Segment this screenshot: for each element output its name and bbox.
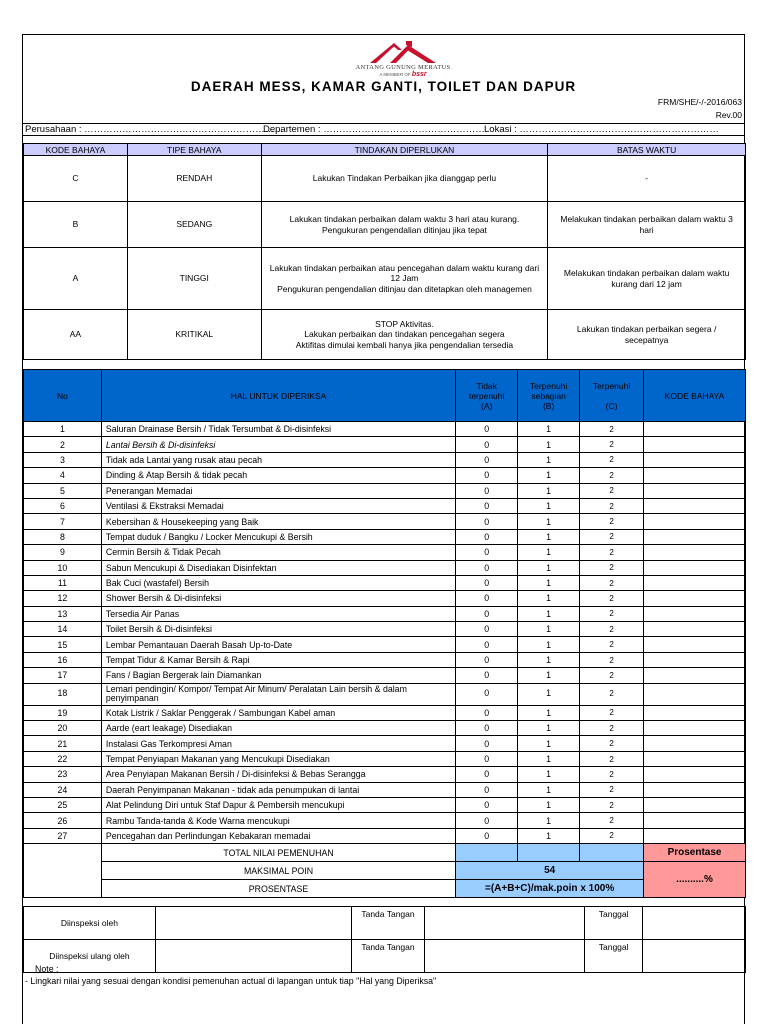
signature-box-1[interactable] bbox=[425, 907, 585, 940]
score-a[interactable]: 0 bbox=[456, 437, 518, 452]
score-b[interactable]: 1 bbox=[518, 422, 580, 437]
hazard-type: RENDAH bbox=[127, 156, 261, 202]
score-a[interactable]: 0 bbox=[456, 622, 518, 637]
hazard-type: KRITIKAL bbox=[127, 310, 261, 360]
score-a[interactable]: 0 bbox=[456, 498, 518, 513]
kode-bahaya-cell[interactable] bbox=[644, 498, 746, 513]
table-row bbox=[24, 813, 746, 828]
item-no: 24 bbox=[24, 782, 102, 797]
score-b[interactable]: 1 bbox=[518, 751, 580, 766]
table-row bbox=[24, 575, 746, 590]
company-logo bbox=[353, 39, 453, 79]
item-text: Lembar Pemantauan Daerah Basah Up-to-Date bbox=[101, 637, 455, 652]
date-box-1[interactable] bbox=[643, 907, 746, 940]
item-text: Tempat Penyiapan Makanan yang Mencukupi Disediakan bbox=[101, 751, 455, 766]
score-b[interactable]: 1 bbox=[518, 560, 580, 575]
score-a[interactable]: 0 bbox=[456, 560, 518, 575]
hazard-type: TINGGI bbox=[127, 248, 261, 310]
score-a[interactable]: 0 bbox=[456, 668, 518, 683]
hazard-deadline: Melakukan tindakan perbaikan dalam waktu kurang dari 12 jam bbox=[548, 248, 746, 310]
score-c[interactable]: 2 bbox=[580, 637, 644, 652]
table-row bbox=[24, 721, 746, 736]
hazard-code: A bbox=[24, 248, 128, 310]
sign-label-2: Tanda Tangan bbox=[351, 940, 425, 973]
item-text: Lemari pendingin/ Kompor/ Tempat Air Minum/ Peralatan Lain bersih & dalam penyimpanan bbox=[101, 683, 455, 705]
table-row bbox=[24, 529, 746, 544]
score-c[interactable]: 2 bbox=[580, 705, 644, 720]
table-row bbox=[24, 468, 746, 483]
item-text: Saluran Drainase Bersih / Tidak Tersumbat & Di-disinfeksi bbox=[101, 422, 455, 437]
kode-bahaya-cell[interactable] bbox=[644, 797, 746, 812]
item-text: Kotak Listrik / Saklar Penggerak / Sambungan Kabel aman bbox=[101, 705, 455, 720]
kode-bahaya-cell[interactable] bbox=[644, 514, 746, 529]
item-no: 19 bbox=[24, 705, 102, 720]
item-no: 13 bbox=[24, 606, 102, 621]
score-a[interactable]: 0 bbox=[456, 813, 518, 828]
revision-text: Rev.00 bbox=[715, 110, 742, 120]
doc-number bbox=[658, 96, 742, 122]
kode-bahaya-cell[interactable] bbox=[644, 683, 746, 705]
sign-label-1: Tanda Tangan bbox=[351, 907, 425, 940]
score-c[interactable]: 2 bbox=[580, 813, 644, 828]
score-b[interactable]: 1 bbox=[518, 767, 580, 782]
hazard-code: B bbox=[24, 202, 128, 248]
kode-bahaya-cell[interactable] bbox=[644, 668, 746, 683]
departemen-field[interactable]: Departemen : …………………………………………… bbox=[263, 124, 485, 135]
score-c[interactable]: 2 bbox=[580, 575, 644, 590]
item-no: 5 bbox=[24, 483, 102, 498]
reinspected-by-label: Diinspeksi ulang oleh bbox=[24, 940, 156, 973]
score-c[interactable]: 2 bbox=[580, 483, 644, 498]
item-no: 20 bbox=[24, 721, 102, 736]
lokasi-field[interactable]: Lokasi : ……………………………………………………… bbox=[484, 124, 719, 135]
score-a[interactable]: 0 bbox=[456, 468, 518, 483]
score-a[interactable]: 0 bbox=[456, 591, 518, 606]
score-b[interactable]: 1 bbox=[518, 736, 580, 751]
score-a[interactable]: 0 bbox=[456, 575, 518, 590]
item-text: Cermin Bersih & Tidak Pecah bbox=[101, 545, 455, 560]
hazard-action: Lakukan tindakan perbaikan atau pencegahan dalam waktu kurang dari 12 Jam Pengukuran pengendalian ditinjau dan ditetapkan oleh managemen bbox=[261, 248, 548, 310]
item-no: 15 bbox=[24, 637, 102, 652]
kode-bahaya-cell[interactable] bbox=[644, 437, 746, 452]
kode-bahaya-cell[interactable] bbox=[644, 813, 746, 828]
score-b[interactable]: 1 bbox=[518, 437, 580, 452]
item-no: 6 bbox=[24, 498, 102, 513]
item-text: Penerangan Memadai bbox=[101, 483, 455, 498]
hazard-header-2: TINDAKAN DIPERLUKAN bbox=[261, 144, 548, 156]
total-c[interactable] bbox=[580, 844, 644, 862]
table-row bbox=[24, 498, 746, 513]
header-kode: KODE BAHAYA bbox=[644, 370, 746, 422]
item-no: 27 bbox=[24, 828, 102, 843]
item-text: Tempat Tidur & Kamar Bersih & Rapi bbox=[101, 652, 455, 667]
table-row bbox=[24, 514, 746, 529]
roof-logo-icon bbox=[368, 39, 438, 65]
note-line-1: - Lingkari nilai yang sesuai dengan kondisi pemenuhan actual di lapangan untuk tiap "Hal yang Diperiksa" bbox=[25, 976, 437, 986]
score-c[interactable]: 2 bbox=[580, 782, 644, 797]
item-no: 14 bbox=[24, 622, 102, 637]
score-c[interactable]: 2 bbox=[580, 652, 644, 667]
kode-bahaya-cell[interactable] bbox=[644, 736, 746, 751]
score-c[interactable]: 2 bbox=[580, 514, 644, 529]
item-text: Dinding & Atap Bersih & tidak pecah bbox=[101, 468, 455, 483]
kode-bahaya-cell[interactable] bbox=[644, 545, 746, 560]
item-text: Aarde (eart leakage) Disediakan bbox=[101, 721, 455, 736]
kode-bahaya-cell[interactable] bbox=[644, 622, 746, 637]
score-b[interactable]: 1 bbox=[518, 483, 580, 498]
header-item: HAL UNTUK DIPERIKSA bbox=[101, 370, 455, 422]
score-c[interactable]: 2 bbox=[580, 622, 644, 637]
item-no: 17 bbox=[24, 668, 102, 683]
score-c[interactable]: 2 bbox=[580, 736, 644, 751]
score-b[interactable]: 1 bbox=[518, 705, 580, 720]
hazard-header-3: BATAS WAKTU bbox=[548, 144, 746, 156]
score-a[interactable]: 0 bbox=[456, 652, 518, 667]
kode-bahaya-cell[interactable] bbox=[644, 575, 746, 590]
hazard-code: AA bbox=[24, 310, 128, 360]
table-row bbox=[24, 782, 746, 797]
item-text: Pencegahan dan Perlindungan Kebakaran memadai bbox=[101, 828, 455, 843]
score-c[interactable]: 2 bbox=[580, 468, 644, 483]
score-b[interactable]: 1 bbox=[518, 575, 580, 590]
score-a[interactable]: 0 bbox=[456, 452, 518, 467]
score-c[interactable]: 2 bbox=[580, 683, 644, 705]
hazard-code-table bbox=[23, 143, 746, 360]
table-row bbox=[24, 797, 746, 812]
score-b[interactable]: 1 bbox=[518, 622, 580, 637]
table-row bbox=[24, 637, 746, 652]
note-section bbox=[23, 963, 744, 987]
table-row bbox=[24, 736, 746, 751]
item-text: Shower Bersih & Di-disinfeksi bbox=[101, 591, 455, 606]
pct-formula: =(A+B+C)/mak.poin x 100% bbox=[456, 880, 644, 898]
score-c[interactable]: 2 bbox=[580, 452, 644, 467]
table-row bbox=[24, 652, 746, 667]
item-no: 4 bbox=[24, 468, 102, 483]
score-b[interactable]: 1 bbox=[518, 468, 580, 483]
score-c[interactable]: 2 bbox=[580, 668, 644, 683]
item-no: 26 bbox=[24, 813, 102, 828]
score-c[interactable]: 2 bbox=[580, 828, 644, 843]
item-no: 7 bbox=[24, 514, 102, 529]
item-text: Rambu Tanda-tanda & Kode Warna mencukupi bbox=[101, 813, 455, 828]
score-c[interactable]: 2 bbox=[580, 751, 644, 766]
header-a: Tidak terpenuhi (A) bbox=[456, 370, 518, 422]
kode-bahaya-cell[interactable] bbox=[644, 606, 746, 621]
hazard-row bbox=[24, 156, 746, 202]
kode-bahaya-cell[interactable] bbox=[644, 529, 746, 544]
score-c[interactable]: 2 bbox=[580, 767, 644, 782]
prosentase-header: Prosentase bbox=[644, 844, 746, 862]
kode-bahaya-cell[interactable] bbox=[644, 560, 746, 575]
item-text: Fans / Bagian Bergerak lain Diamankan bbox=[101, 668, 455, 683]
hazard-row bbox=[24, 310, 746, 360]
score-c[interactable]: 2 bbox=[580, 529, 644, 544]
item-text: Sabun Mencukupi & Disediakan Disinfektan bbox=[101, 560, 455, 575]
max-label: MAKSIMAL POIN bbox=[101, 862, 455, 880]
hazard-row bbox=[24, 248, 746, 310]
perusahaan-field[interactable]: Perusahaan : ……………………………………………………… bbox=[25, 124, 284, 135]
hazard-deadline: Lakukan tindakan perbaikan segera / secepatnya bbox=[548, 310, 746, 360]
inspected-by-name[interactable] bbox=[155, 907, 351, 940]
item-text: Toilet Bersih & Di-disinfeksi bbox=[101, 622, 455, 637]
item-no: 2 bbox=[24, 437, 102, 452]
total-a[interactable] bbox=[456, 844, 518, 862]
page-title: DAERAH MESS, KAMAR GANTI, TOILET DAN DAPUR bbox=[190, 79, 577, 94]
score-c[interactable]: 2 bbox=[580, 545, 644, 560]
max-value: 54 bbox=[456, 862, 644, 880]
table-row bbox=[24, 591, 746, 606]
table-row bbox=[24, 422, 746, 437]
score-b[interactable]: 1 bbox=[518, 591, 580, 606]
inspected-by-label: Diinspeksi oleh bbox=[24, 907, 156, 940]
table-row bbox=[24, 767, 746, 782]
score-b[interactable]: 1 bbox=[518, 813, 580, 828]
score-b[interactable]: 1 bbox=[518, 721, 580, 736]
item-no: 23 bbox=[24, 767, 102, 782]
header-b: Terpenuhi sebagian (B) bbox=[518, 370, 580, 422]
kode-bahaya-cell[interactable] bbox=[644, 452, 746, 467]
score-a[interactable]: 0 bbox=[456, 751, 518, 766]
score-b[interactable]: 1 bbox=[518, 452, 580, 467]
score-a[interactable]: 0 bbox=[456, 422, 518, 437]
item-no: 18 bbox=[24, 683, 102, 705]
logo-company-name: ANTANG GUNUNG MERATUS bbox=[355, 64, 451, 71]
prosentase-value[interactable]: ..........% bbox=[644, 862, 746, 898]
score-c[interactable]: 2 bbox=[580, 591, 644, 606]
hazard-action: Lakukan tindakan perbaikan dalam waktu 3 hari atau kurang. Pengukuran pengendalian ditinjau jika tepat bbox=[261, 202, 548, 248]
total-label: TOTAL NILAI PEMENUHAN bbox=[101, 844, 455, 862]
kode-bahaya-cell[interactable] bbox=[644, 828, 746, 843]
kode-bahaya-cell[interactable] bbox=[644, 751, 746, 766]
kode-bahaya-cell[interactable] bbox=[644, 591, 746, 606]
item-text: Ventilasi & Ekstraksi Memadai bbox=[101, 498, 455, 513]
total-spacer bbox=[24, 844, 102, 862]
item-text: Tempat duduk / Bangku / Locker Mencukupi & Bersih bbox=[101, 529, 455, 544]
score-a[interactable]: 0 bbox=[456, 545, 518, 560]
item-text: Bak Cuci (wastafel) Bersih bbox=[101, 575, 455, 590]
score-a[interactable]: 0 bbox=[456, 782, 518, 797]
item-no: 21 bbox=[24, 736, 102, 751]
table-row bbox=[24, 751, 746, 766]
score-c[interactable]: 2 bbox=[580, 721, 644, 736]
hazard-action: Lakukan Tindakan Perbaikan jika dianggap perlu bbox=[261, 156, 548, 202]
table-row bbox=[24, 705, 746, 720]
table-row bbox=[24, 560, 746, 575]
score-a[interactable]: 0 bbox=[456, 721, 518, 736]
score-b[interactable]: 1 bbox=[518, 545, 580, 560]
kode-bahaya-cell[interactable] bbox=[644, 767, 746, 782]
hazard-deadline: - bbox=[548, 156, 746, 202]
item-no: 8 bbox=[24, 529, 102, 544]
item-text: Instalasi Gas Terkompresi Aman bbox=[101, 736, 455, 751]
score-c[interactable]: 2 bbox=[580, 498, 644, 513]
score-c[interactable]: 2 bbox=[580, 422, 644, 437]
item-no: 1 bbox=[24, 422, 102, 437]
table-row bbox=[24, 437, 746, 452]
hazard-header-1: TIPE BAHAYA bbox=[127, 144, 261, 156]
note-title: Note : bbox=[35, 964, 59, 974]
score-b[interactable]: 1 bbox=[518, 668, 580, 683]
pct-spacer bbox=[24, 880, 102, 898]
score-a[interactable]: 0 bbox=[456, 529, 518, 544]
score-b[interactable]: 1 bbox=[518, 797, 580, 812]
date-label-2: Tanggal bbox=[585, 940, 643, 973]
item-text: Alat Pelindung Diri untuk Staf Dapur & Pembersih mencukupi bbox=[101, 797, 455, 812]
hazard-deadline: Melakukan tindakan perbaikan dalam waktu 3 hari bbox=[548, 202, 746, 248]
score-b[interactable]: 1 bbox=[518, 498, 580, 513]
kode-bahaya-cell[interactable] bbox=[644, 721, 746, 736]
score-a[interactable]: 0 bbox=[456, 828, 518, 843]
score-b[interactable]: 1 bbox=[518, 637, 580, 652]
max-spacer bbox=[24, 862, 102, 880]
score-a[interactable]: 0 bbox=[456, 683, 518, 705]
kode-bahaya-cell[interactable] bbox=[644, 422, 746, 437]
table-row bbox=[24, 452, 746, 467]
kode-bahaya-cell[interactable] bbox=[644, 652, 746, 667]
score-a[interactable]: 0 bbox=[456, 705, 518, 720]
score-b[interactable]: 1 bbox=[518, 683, 580, 705]
hazard-code: C bbox=[24, 156, 128, 202]
score-a[interactable]: 0 bbox=[456, 797, 518, 812]
table-row bbox=[24, 545, 746, 560]
score-b[interactable]: 1 bbox=[518, 828, 580, 843]
table-row bbox=[24, 622, 746, 637]
score-a[interactable]: 0 bbox=[456, 483, 518, 498]
form-sheet bbox=[22, 34, 745, 1024]
item-no: 25 bbox=[24, 797, 102, 812]
score-b[interactable]: 1 bbox=[518, 514, 580, 529]
table-row bbox=[24, 483, 746, 498]
item-text: Tidak ada Lantai yang rusak atau pecah bbox=[101, 452, 455, 467]
item-no: 22 bbox=[24, 751, 102, 766]
item-text: Daerah Penyimpanan Makanan - tidak ada penumpukan di lantai bbox=[101, 782, 455, 797]
score-b[interactable]: 1 bbox=[518, 782, 580, 797]
item-no: 10 bbox=[24, 560, 102, 575]
score-c[interactable]: 2 bbox=[580, 560, 644, 575]
item-no: 16 bbox=[24, 652, 102, 667]
header-no: No bbox=[24, 370, 102, 422]
score-a[interactable]: 0 bbox=[456, 637, 518, 652]
logo-member: A MEMBER OF bssr bbox=[379, 71, 427, 78]
pct-label: PROSENTASE bbox=[101, 880, 455, 898]
score-b[interactable]: 1 bbox=[518, 606, 580, 621]
item-text: Tersedia Air Panas bbox=[101, 606, 455, 621]
score-c[interactable]: 2 bbox=[580, 797, 644, 812]
score-b[interactable]: 1 bbox=[518, 652, 580, 667]
hazard-action: STOP Aktivitas. Lakukan perbaikan dan tindakan pencegahan segera Aktifitas dimulai kembali hanya jika pengendalian tersedia bbox=[261, 310, 548, 360]
kode-bahaya-cell[interactable] bbox=[644, 782, 746, 797]
score-a[interactable]: 0 bbox=[456, 514, 518, 529]
info-row bbox=[23, 123, 744, 136]
table-row bbox=[24, 828, 746, 843]
item-text: Kebersihan & Housekeeping yang Baik bbox=[101, 514, 455, 529]
score-c[interactable]: 2 bbox=[580, 437, 644, 452]
hazard-row bbox=[24, 202, 746, 248]
doc-number-text: FRM/SHE/-/-2016/063 bbox=[657, 97, 742, 107]
item-no: 3 bbox=[24, 452, 102, 467]
score-a[interactable]: 0 bbox=[456, 767, 518, 782]
hazard-type: SEDANG bbox=[127, 202, 261, 248]
score-b[interactable]: 1 bbox=[518, 529, 580, 544]
score-a[interactable]: 0 bbox=[456, 606, 518, 621]
score-a[interactable]: 0 bbox=[456, 736, 518, 751]
header-c: Terpenuhi (C) bbox=[580, 370, 644, 422]
kode-bahaya-cell[interactable] bbox=[644, 468, 746, 483]
date-label-1: Tanggal bbox=[585, 907, 643, 940]
kode-bahaya-cell[interactable] bbox=[644, 705, 746, 720]
table-row bbox=[24, 668, 746, 683]
item-text: Lantai Bersih & Di-disinfeksi bbox=[101, 437, 455, 452]
score-c[interactable]: 2 bbox=[580, 606, 644, 621]
hazard-header-0: KODE BAHAYA bbox=[24, 144, 128, 156]
total-b[interactable] bbox=[518, 844, 580, 862]
checklist-table bbox=[23, 369, 746, 898]
table-row bbox=[24, 606, 746, 621]
item-text: Area Penyiapan Makanan Bersih / Di-disinfeksi & Bebas Serangga bbox=[101, 767, 455, 782]
kode-bahaya-cell[interactable] bbox=[644, 483, 746, 498]
kode-bahaya-cell[interactable] bbox=[644, 637, 746, 652]
item-no: 9 bbox=[24, 545, 102, 560]
item-no: 12 bbox=[24, 591, 102, 606]
table-row bbox=[24, 683, 746, 705]
item-no: 11 bbox=[24, 575, 102, 590]
